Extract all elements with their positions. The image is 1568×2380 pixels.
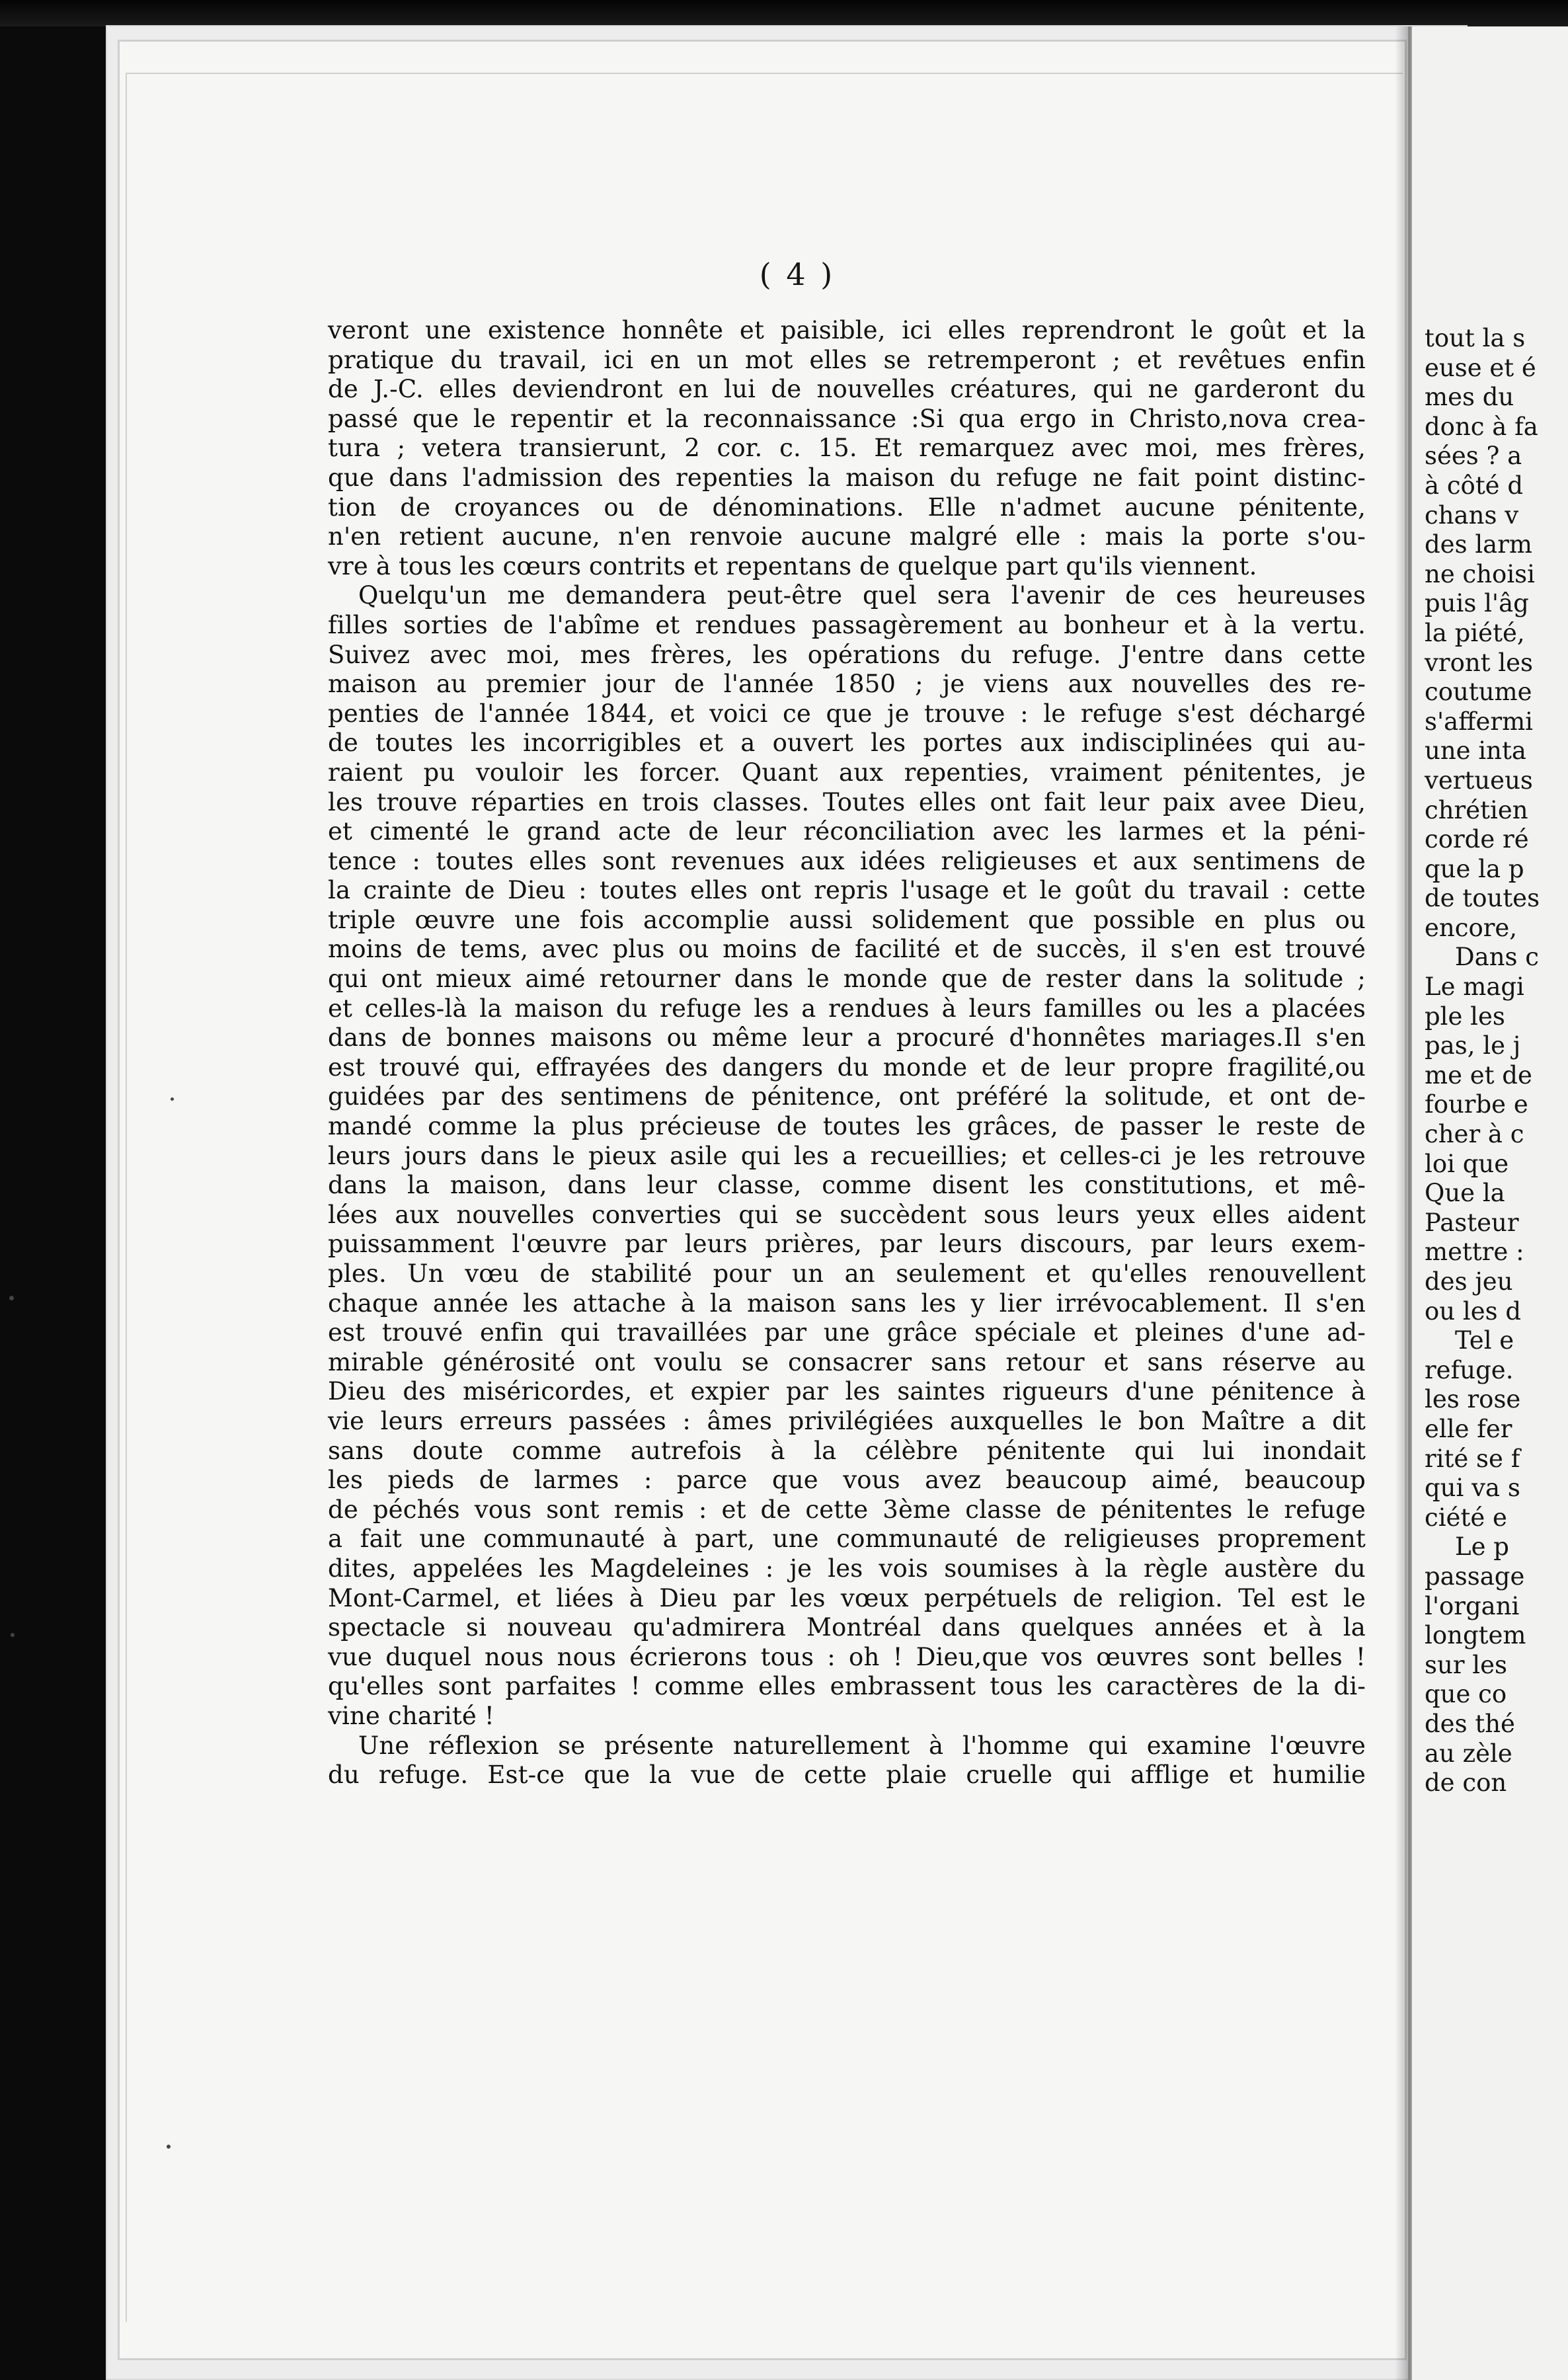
text-line: vine charité ! [328, 1701, 494, 1730]
right-page-text [1425, 324, 1568, 1798]
text-line: dites, appelées les Magdeleines : je les vois soumises à la règle austère du [328, 1554, 1366, 1583]
right-page-line: mes du [1425, 383, 1514, 412]
right-page-line: qui va s [1425, 1474, 1520, 1503]
right-page-line: chrétien [1425, 795, 1528, 824]
text-line: a fait une communauté à part, une communauté de religieuses proprement [328, 1525, 1366, 1554]
text-line: raient pu vouloir les forcer. Quant aux repenties, vraiment pénitentes, je [328, 758, 1366, 787]
text-line: mirable générosité ont voulu se consacrer sans retour et sans réserve au [328, 1347, 1366, 1376]
right-page-line: longtem [1425, 1621, 1526, 1650]
right-page-line: à côté d [1425, 471, 1524, 500]
left-margin-speck [11, 1633, 15, 1637]
right-page-line: Pasteur [1425, 1208, 1519, 1237]
text-line: tura ; vetera transierunt, 2 cor. c. 15. Et remarquez avec moi, mes frères, [328, 434, 1366, 463]
text-line: tion de croyances ou de dénominations. Elle n'admet aucune pénitente, [328, 493, 1366, 522]
text-line: tence : toutes elles sont revenues aux idées religieuses et aux sentimens de [328, 846, 1366, 875]
text-line: dans la maison, dans leur classe, comme disent les constitutions, et mê- [328, 1171, 1366, 1200]
text-line: Suivez avec moi, mes frères, les opérations du refuge. J'entre dans cette [328, 640, 1366, 669]
right-page-line: encore, [1425, 913, 1518, 942]
right-page-line: Le p [1455, 1532, 1509, 1562]
text-line: Quelqu'un me demandera peut-être quel sera l'avenir de ces heureuses [358, 581, 1366, 610]
text-line: lées aux nouvelles converties qui se succèdent sous leurs yeux elles aident [328, 1200, 1366, 1229]
right-page-line: passage [1425, 1562, 1525, 1591]
right-page-line: coutume [1425, 678, 1532, 707]
right-page-line: refuge. [1425, 1355, 1514, 1384]
text-line: qu'elles sont parfaites ! comme elles embrassent tous les caractères de la di- [328, 1672, 1366, 1701]
right-page-line: euse et é [1425, 353, 1536, 382]
right-page-line: rité se f [1425, 1444, 1520, 1473]
right-page-line: des larm [1425, 530, 1532, 559]
right-page-line: chans v [1425, 500, 1519, 530]
text-line: de J.-C. elles deviendront en lui de nouvelles créatures, qui ne garderont du [328, 375, 1366, 404]
text-line: vie leurs erreurs passées : âmes privilégiées auxquelles le bon Maître a dit [328, 1406, 1366, 1435]
right-page-line: ple les [1425, 1002, 1505, 1031]
text-line: et cimenté le grand acte de leur réconciliation avec les larmes et la péni- [328, 817, 1366, 846]
right-page-line: donc à fa [1425, 412, 1538, 441]
right-page-line: ou les d [1425, 1296, 1522, 1326]
right-page-line: ne choisi [1425, 559, 1535, 588]
right-page-line: fourbe e [1425, 1090, 1528, 1119]
page-number: ( 4 ) [759, 257, 836, 292]
right-page-line: que co [1425, 1680, 1507, 1709]
text-line: puissamment l'œuvre par leurs prières, par leurs discours, par leurs exem- [328, 1230, 1366, 1259]
right-page-line: Que la [1425, 1179, 1505, 1208]
right-page-line: des jeu [1425, 1267, 1513, 1296]
left-margin-speck [167, 2145, 171, 2149]
text-line: la crainte de Dieu : toutes elles ont repris l'usage et le goût du travail : cette [328, 876, 1366, 905]
right-page-line: vront les [1425, 648, 1534, 677]
text-line: est trouvé qui, effrayées des dangers du monde et de leur propre fragilité,ou [328, 1052, 1366, 1082]
text-line: Une réflexion se présente naturellement à l'homme qui examine l'œuvre [358, 1731, 1366, 1760]
right-page-line: sur les [1425, 1650, 1507, 1679]
right-page-line: l'organi [1425, 1591, 1520, 1620]
right-page-line: les rose [1425, 1385, 1521, 1414]
right-page-line: s'affermi [1425, 707, 1534, 736]
right-page-line: cher à c [1425, 1120, 1524, 1149]
text-line: passé que le repentir et la reconnaissance :Si qua ergo in Christo,nova crea- [328, 404, 1366, 433]
left-margin-speck [171, 1097, 174, 1101]
text-line: maison au premier jour de l'année 1850 ; je viens aux nouvelles des re- [328, 670, 1366, 699]
text-line: veront une existence honnête et paisible, ici elles reprendront le goût et la [328, 316, 1366, 344]
text-line: mandé comme la plus précieuse de toutes les grâces, de passer le reste de [328, 1112, 1366, 1141]
text-line: penties de l'année 1844, et voici ce que je trouve : le refuge s'est déchargé [328, 699, 1366, 728]
right-page-line: me et de [1425, 1060, 1532, 1090]
text-line: est trouvé enfin qui travaillées par une grâce spéciale et pleines d'une ad- [328, 1318, 1366, 1347]
right-page-line: tout la s [1425, 324, 1526, 352]
text-line: n'en retient aucune, n'en renvoie aucune malgré elle : mais la porte s'ou- [328, 522, 1366, 551]
text-line: spectacle si nouveau qu'admirera Montréal dans quelques années et à la [328, 1613, 1366, 1642]
right-page-line: Dans c [1455, 943, 1540, 972]
text-line: les trouve réparties en trois classes. Toutes elles ont fait leur paix avee Dieu, [328, 787, 1366, 816]
right-page-line: la piété, [1425, 618, 1525, 647]
text-line: qui ont mieux aimé retourner dans le monde que de rester dans la solitude ; [328, 965, 1366, 994]
right-page-line: mettre : [1425, 1238, 1524, 1267]
text-line: pratique du travail, ici en un mot elles se retremperont ; et revêtues enfin [328, 345, 1366, 374]
text-line: sans doute comme autrefois à la célèbre pénitente qui lui inondait [328, 1436, 1366, 1465]
right-page-line: vertueus [1425, 766, 1533, 795]
text-line: filles sorties de l'abîme et rendues passagèrement au bonheur et à la vertu. [328, 610, 1366, 639]
right-page-line: Le magi [1425, 972, 1524, 1002]
right-page-line: loi que [1425, 1149, 1509, 1178]
right-page-line: de con [1425, 1768, 1507, 1798]
right-page-line: sées ? a [1425, 442, 1522, 471]
body-text [328, 316, 1366, 1790]
right-page-line: elle fer [1425, 1414, 1512, 1443]
right-page-line: puis l'âg [1425, 589, 1529, 618]
text-line: les pieds de larmes : parce que vous avez beaucoup aimé, beaucoup [328, 1466, 1366, 1495]
text-line: ples. Un vœu de stabilité pour un an seulement et qu'elles renouvellent [328, 1259, 1366, 1288]
right-page-line: au zèle [1425, 1739, 1512, 1768]
text-line: du refuge. Est-ce que la vue de cette plaie cruelle qui afflige et humilie [328, 1761, 1366, 1790]
text-line: Mont-Carmel, et liées à Dieu par les vœux perpétuels de religion. Tel est le [328, 1583, 1366, 1612]
right-page-line: Tel e [1455, 1326, 1514, 1355]
text-line: guidées par des sentimens de pénitence, ont préféré la solitude, et ont de- [328, 1082, 1366, 1111]
text-line: de péchés vous sont remis : et de cette 3ème classe de pénitentes le refuge [328, 1495, 1366, 1524]
right-page-line: corde ré [1425, 825, 1529, 854]
text-line: chaque année les attache à la maison sans les y lier irrévocablement. Il s'en [328, 1289, 1366, 1318]
right-page-line: des thé [1425, 1709, 1515, 1738]
right-page-line: de toutes [1425, 884, 1540, 913]
text-line: dans de bonnes maisons ou même leur a procuré d'honnêtes mariages.Il s'en [328, 1023, 1366, 1052]
text-line: et celles-là la maison du refuge les a rendues à leurs familles ou les a placées [328, 994, 1366, 1023]
page-fold-shadow [1395, 26, 1412, 2380]
text-line: vre à tous les cœurs contrits et repentans de quelque part qu'ils viennent. [328, 551, 1257, 580]
right-page-line: pas, le j [1425, 1031, 1521, 1060]
text-line: triple œuvre une fois accomplie aussi solidement que possible en plus ou [328, 905, 1366, 934]
left-margin-speck [9, 1296, 14, 1300]
text-line: Dieu des miséricordes, et expier par les saintes rigueurs d'une pénitence à [328, 1377, 1366, 1406]
right-page-line: une inta [1425, 736, 1526, 766]
text-line: moins de tems, avec plus ou moins de facilité et de succès, il s'en est trouvé [328, 935, 1366, 964]
torn-top-edge [0, 0, 1568, 26]
text-line: de toutes les incorrigibles et a ouvert les portes aux indisciplinées qui au- [328, 729, 1366, 758]
text-line: vue duquel nous nous écrierons tous : oh ! Dieu,que vos œuvres sont belles ! [328, 1642, 1366, 1671]
text-line: leurs jours dans le pieux asile qui les a recueillies; et celles-ci je les retrouve [328, 1141, 1366, 1170]
right-page-line: ciété e [1425, 1503, 1507, 1532]
right-page-line: que la p [1425, 854, 1524, 883]
text-line: que dans l'admission des repenties la maison du refuge ne fait point distinc- [328, 463, 1366, 492]
